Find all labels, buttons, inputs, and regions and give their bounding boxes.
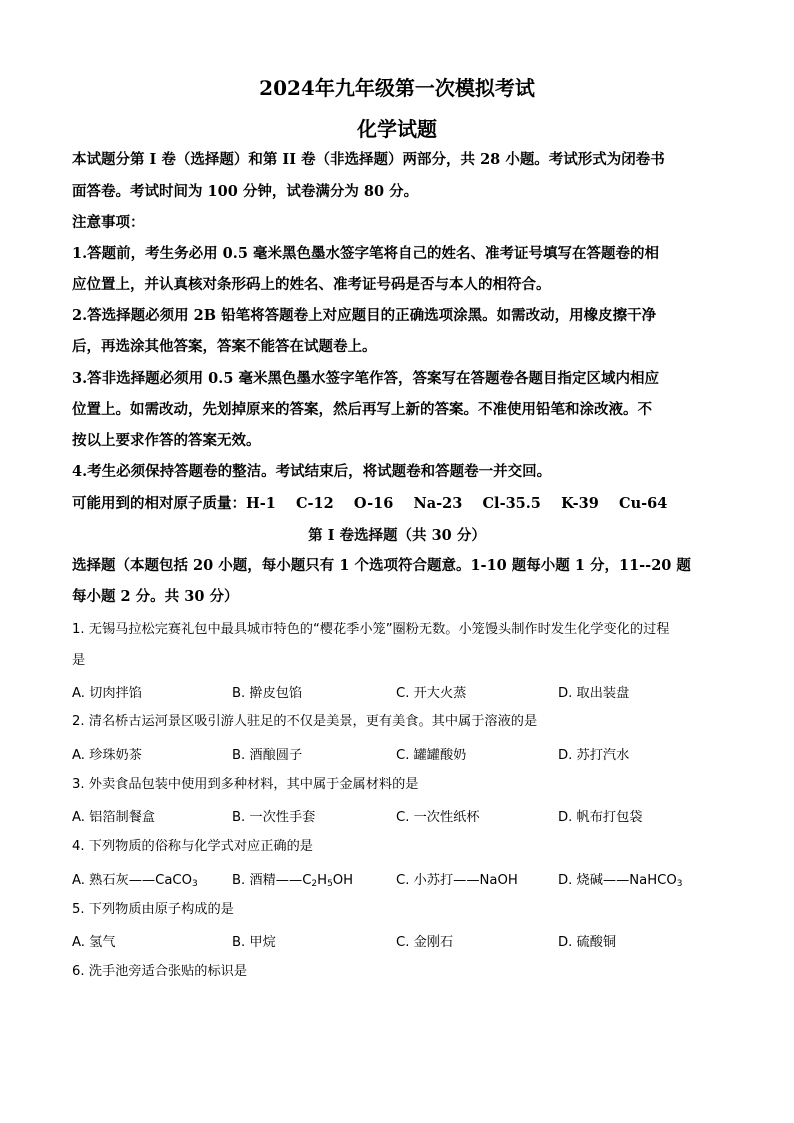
exam-title: 2024年九年级第一次模拟考试 — [259, 76, 535, 100]
option-a[interactable] — [72, 869, 198, 888]
formula-part: H — [317, 873, 328, 888]
section-title: 第 I 卷选择题（共 30 分） — [308, 527, 486, 544]
notice-item-3-cont: 位置上。如需改动，先划掉原来的答案，然后再写上新的答案。不准使用铅笔和涂改液。不 — [72, 401, 652, 418]
intro-line: 本试题分第 I 卷（选择题）和第 II 卷（非选择题）两部分，共 28 小题。考试形式为闭卷书 — [72, 151, 665, 168]
question-5-stem: 5. 下列物质由原子构成的是 — [72, 902, 234, 917]
question-2-stem: 2. 清名桥古运河景区吸引游人驻足的不仅是美景，更有美食。其中属于溶液的是 — [72, 714, 538, 729]
section-intro-cont: 每小题 2 分。共 30 分） — [72, 588, 239, 605]
option-b[interactable] — [232, 869, 353, 888]
intro-line: 面答卷。考试时间为 100 分钟，试卷满分为 80 分。 — [72, 183, 419, 200]
question-1-stem: 1. 无锡马拉松完赛礼包中最具城市特色的“樱花季小笼”圈粉无数。小笼馒头制作时发生化学变化的过程 — [72, 622, 670, 637]
atomic-masses: 可能用到的相对原子质量：H-1 C-12 O-16 Na-23 Cl-35.5 K-39 Cu-64 — [72, 495, 668, 512]
option-d[interactable]: D. 硫酸铜 — [558, 935, 617, 950]
option-d[interactable]: D. 苏打汽水 — [558, 748, 630, 763]
notice-heading: 注意事项： — [72, 214, 145, 231]
option-d[interactable] — [558, 869, 682, 888]
option-label: D. 烧碱—— — [558, 873, 630, 888]
question-4-options — [72, 869, 732, 893]
option-b[interactable]: B. 甲烷 — [232, 935, 276, 950]
option-a[interactable]: A. 氢气 — [72, 935, 116, 950]
option-d[interactable]: D. 取出装盘 — [558, 686, 630, 701]
option-c[interactable]: C. 金刚石 — [396, 935, 454, 950]
notice-item-1: 1.答题前，考生务必用 0.5 毫米黑色墨水签字笔将自己的姓名、准考证号填写在答题卷的相 — [72, 245, 659, 262]
question-1-options — [72, 682, 732, 706]
option-label: A. 熟石灰—— — [72, 873, 156, 888]
option-c[interactable]: C. 一次性纸杯 — [396, 810, 480, 825]
notice-item-4: 4.考生必须保持答题卷的整洁。考试结束后，将试题卷和答题卷一并交回。 — [72, 463, 552, 480]
question-3-stem: 3. 外卖食品包装中使用到多种材料，其中属于金属材料的是 — [72, 777, 419, 792]
formula-subscript: 3 — [676, 879, 683, 889]
formula-part: OH — [332, 873, 354, 888]
question-2-options — [72, 744, 732, 768]
option-a[interactable]: A. 铝箔制餐盒 — [72, 810, 156, 825]
formula-part: CaCO — [155, 873, 193, 888]
formula-subscript: 2 — [311, 879, 318, 889]
section-intro: 选择题（本题包括 20 小题，每小题只有 1 个选项符合题意。1-10 题每小题 1 分，11--20 题 — [72, 557, 691, 574]
formula-subscript: 3 — [192, 879, 198, 889]
option-a[interactable]: A. 珍珠奶茶 — [72, 748, 142, 763]
option-label: C. 小苏打—— — [396, 873, 480, 888]
notice-item-3: 3.答非选择题必须用 0.5 毫米黑色墨水签字笔作答，答案写在答题卷各题目指定区域内相应 — [72, 370, 659, 387]
question-1-stem-cont: 是 — [72, 653, 86, 668]
question-6-stem: 6. 洗手池旁适合张贴的标识是 — [72, 964, 248, 979]
option-label: B. 酒精—— — [232, 873, 303, 888]
option-d[interactable]: D. 帆布打包袋 — [558, 810, 643, 825]
notice-item-2-cont: 后，再选涂其他答案，答案不能答在试题卷上。 — [72, 338, 377, 355]
option-c[interactable]: C. 罐罐酸奶 — [396, 748, 467, 763]
exam-subject: 化学试题 — [357, 117, 437, 141]
notice-item-2: 2.答选择题必须用 2B 铅笔将答题卷上对应题目的正确选项涂黑。如需改动，用橡皮擦干净 — [72, 307, 657, 324]
option-c[interactable] — [396, 869, 518, 888]
option-a[interactable]: A. 切肉拌馅 — [72, 686, 142, 701]
option-b[interactable]: B. 擀皮包馅 — [232, 686, 303, 701]
question-4-stem: 4. 下列物质的俗称与化学式对应正确的是 — [72, 839, 313, 854]
notice-item-3-cont: 按以上要求作答的答案无效。 — [72, 432, 261, 449]
option-b[interactable]: B. 酒酿圆子 — [232, 748, 303, 763]
formula-subscript: 5 — [327, 879, 333, 889]
notice-item-1-cont: 应位置上，并认真核对条形码上的姓名、准考证号码是否与本人的相符合。 — [72, 276, 551, 293]
formula-part: NaOH — [479, 873, 518, 888]
question-3-options — [72, 806, 732, 830]
question-5-options — [72, 931, 732, 955]
formula-part: C — [302, 873, 312, 888]
option-c[interactable]: C. 开大火蒸 — [396, 686, 467, 701]
formula-part: NaHCO — [629, 873, 677, 888]
option-b[interactable]: B. 一次性手套 — [232, 810, 316, 825]
